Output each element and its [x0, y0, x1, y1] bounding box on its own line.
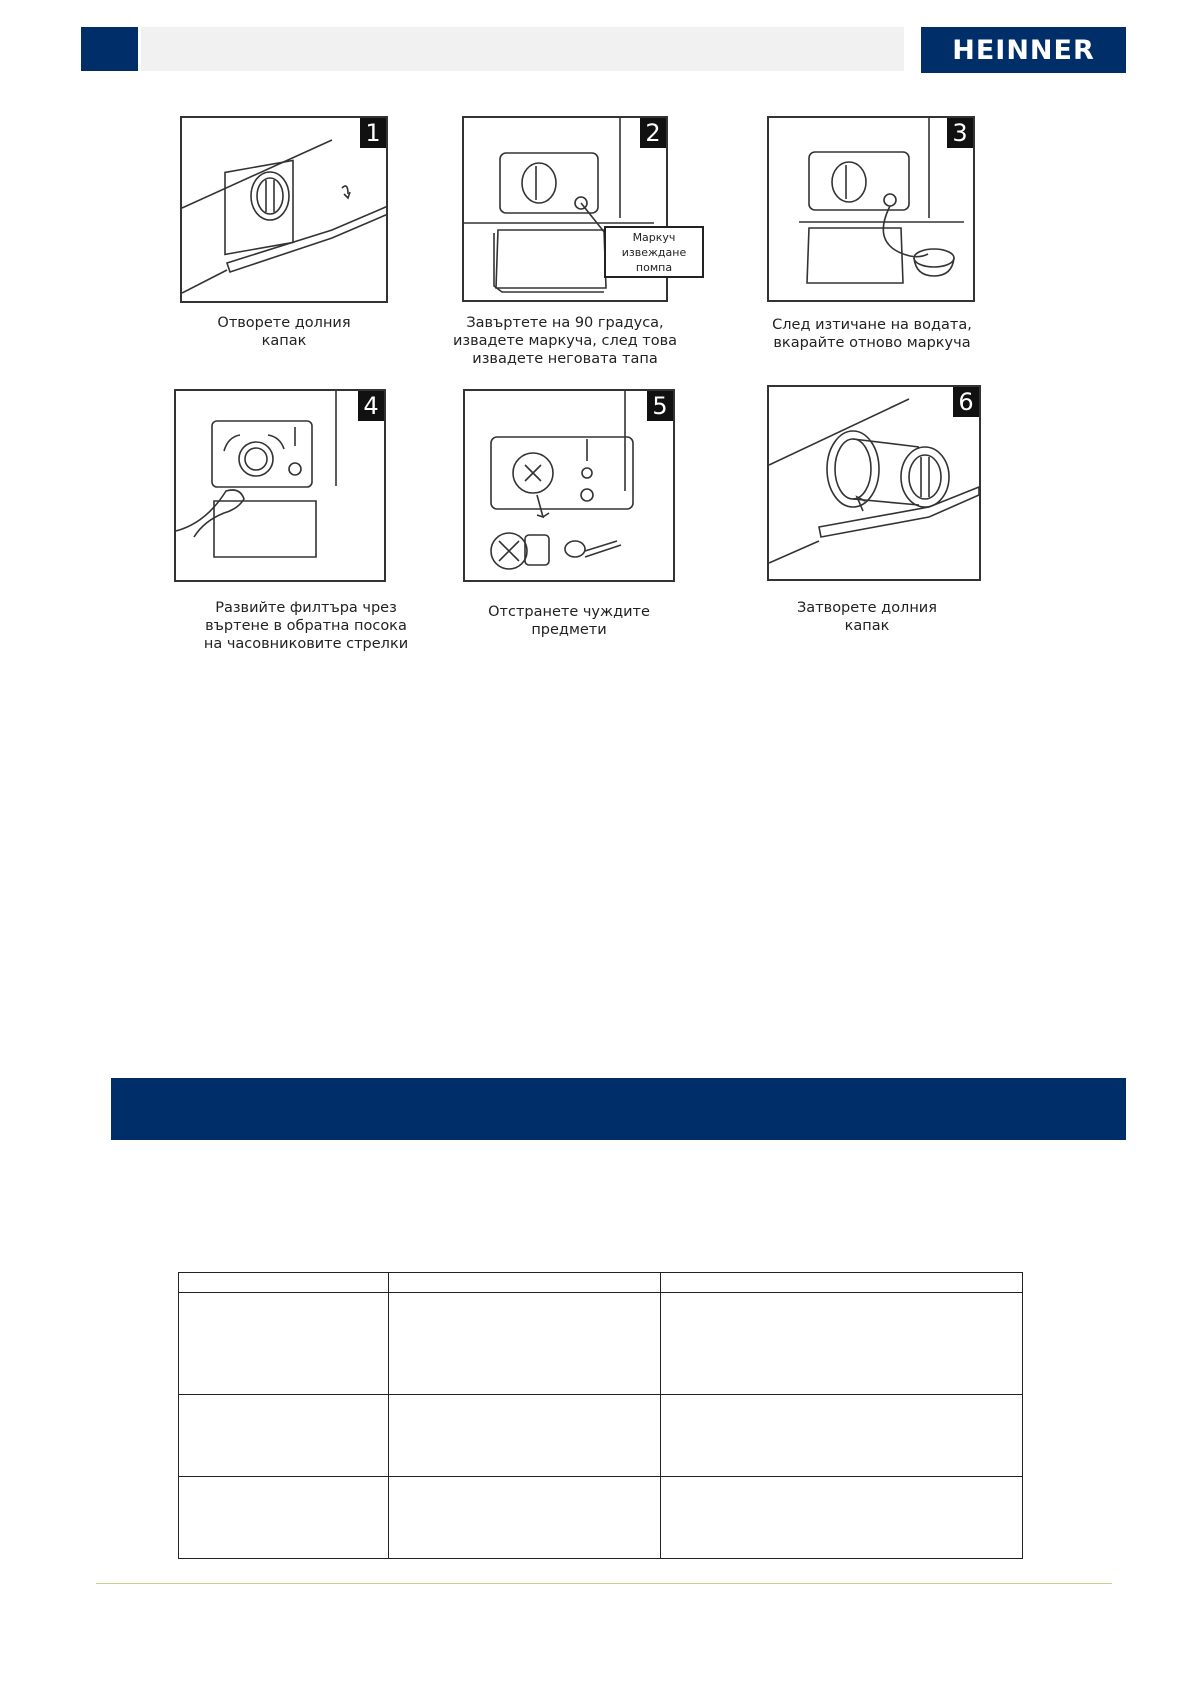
- step-3-drawing: [769, 118, 975, 302]
- step-3-caption-text: След изтичане на водата, вкарайте отново маркуча: [772, 317, 972, 351]
- step-5-illustration: [463, 389, 675, 582]
- step-6-caption: [747, 599, 987, 635]
- step-2-caption: [440, 314, 690, 368]
- table-cell: [388, 1477, 661, 1559]
- step-1-illustration: [180, 116, 388, 303]
- step-5-caption: [449, 603, 689, 639]
- table-cell: [388, 1395, 661, 1477]
- table-cell: [179, 1477, 389, 1559]
- step-6-drawing: [769, 387, 981, 581]
- table-cell: [388, 1273, 661, 1293]
- header-accent-square: [81, 27, 138, 71]
- table-cell: [661, 1477, 1023, 1559]
- step-3-illustration: [767, 116, 975, 302]
- table-cell: [661, 1273, 1023, 1293]
- step-3-caption: [747, 316, 997, 352]
- step-2-caption-text: Завъртете на 90 градуса, извадете маркуча, след това извадете неговата тапа: [452, 315, 678, 367]
- header-bar: [141, 27, 904, 71]
- section-heading-band: [111, 1078, 1126, 1140]
- table-cell: [179, 1395, 389, 1477]
- callout-text: Маркуч извеждане помпа: [621, 231, 687, 274]
- step-1-caption-text: Отворете долния капак: [217, 315, 351, 349]
- step-4-drawing: [176, 391, 386, 582]
- table-row: [179, 1395, 1023, 1477]
- step-5-number: 5: [647, 391, 673, 421]
- table-row: [179, 1273, 1023, 1293]
- table-cell: [388, 1293, 661, 1395]
- step-1-caption: [180, 314, 388, 350]
- brand-logo: [921, 27, 1126, 73]
- table-row: [179, 1477, 1023, 1559]
- pump-hose-callout: [604, 226, 704, 278]
- table-cell: [661, 1293, 1023, 1395]
- step-3-number: 3: [947, 118, 973, 148]
- table-cell: [661, 1395, 1023, 1477]
- footer-divider: [96, 1583, 1112, 1584]
- step-4-number: 4: [358, 391, 384, 421]
- troubleshooting-table: [178, 1272, 1023, 1559]
- step-2-number: 2: [640, 118, 666, 148]
- step-4-illustration: [174, 389, 386, 582]
- table-row: [179, 1293, 1023, 1395]
- step-4-caption: [186, 599, 426, 653]
- step-6-illustration: [767, 385, 981, 581]
- step-5-drawing: [465, 391, 675, 582]
- step-1-drawing: [182, 118, 388, 303]
- table-cell: [179, 1293, 389, 1395]
- step-5-caption-text: Отстранете чуждите предмети: [488, 604, 650, 638]
- logo-text: HEINNER: [952, 34, 1095, 66]
- table-cell: [179, 1273, 389, 1293]
- step-6-number: 6: [953, 387, 979, 417]
- step-1-number: 1: [360, 118, 386, 148]
- step-4-caption-text: Развийте филтъра чрез въртене в обратна посока на часовниковите стрелки: [203, 600, 409, 652]
- step-6-caption-text: Затворете долния капак: [797, 600, 937, 634]
